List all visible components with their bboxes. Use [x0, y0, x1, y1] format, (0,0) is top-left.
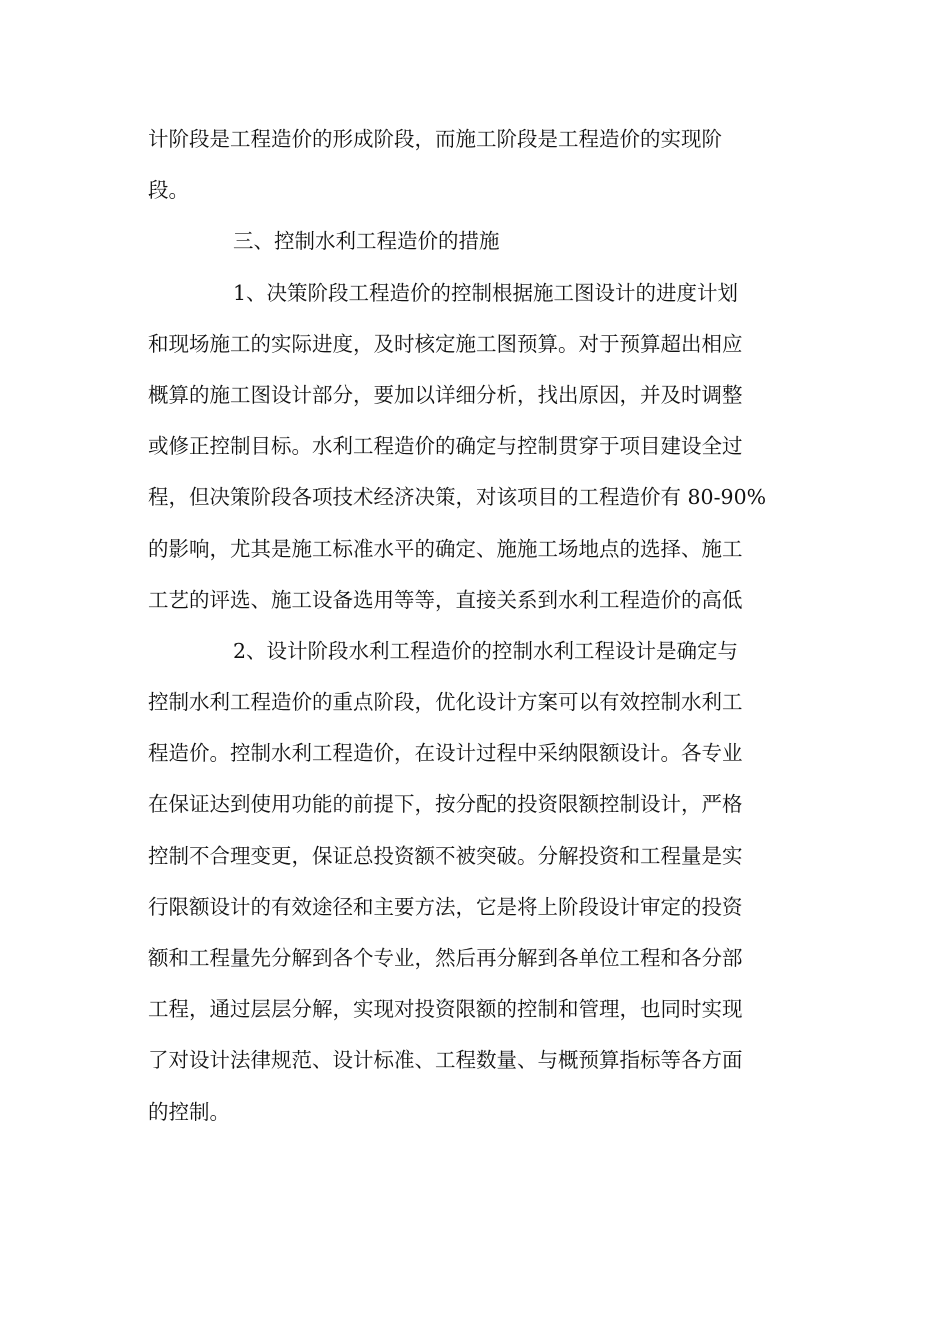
text-line: 计阶段是工程造价的形成阶段，而施工阶段是工程造价的实现阶	[148, 127, 722, 151]
text-line: 或修正控制目标。水利工程造价的确定与控制贯穿于项目建设全过	[148, 434, 743, 459]
text-line: 在保证达到使用功能的前提下，按分配的投资限额控制设计，严格	[148, 792, 743, 817]
text-line: 额和工程量先分解到各个专业，然后再分解到各单位工程和各分部	[148, 946, 743, 970]
section-heading: 三、控制水利工程造价的措施	[233, 229, 500, 254]
text-line: 控制不合理变更，保证总投资额不被突破。分解投资和工程量是实	[148, 843, 743, 868]
text-line: 工程，通过层层分解，实现对投资限额的控制和管理，也同时实现	[148, 997, 743, 1022]
text-line: 的控制。	[148, 1099, 230, 1124]
text-line: 和现场施工的实际进度，及时核定施工图预算。对于预算超出相应	[148, 331, 743, 356]
text-line: 程造价。控制水利工程造价，在设计过程中采纳限额设计。各专业	[148, 741, 743, 766]
text-line: 程，但决策阶段各项技术经济决策，对该项目的工程造价有 80-90%	[148, 485, 767, 510]
text-line: 段。	[148, 178, 189, 203]
subsection-heading: 2、设计阶段水利工程造价的控制水利工程设计是确定与	[233, 638, 739, 663]
text-line: 工艺的评选、施工设备选用等等，直接关系到水利工程造价的高低	[148, 587, 743, 612]
text-line: 概算的施工图设计部分，要加以详细分析，找出原因，并及时调整	[148, 382, 743, 407]
text-line: 行限额设计的有效途径和主要方法，它是将上阶段设计审定的投资	[148, 894, 743, 919]
document-body	[148, 118, 808, 1142]
text-line: 的影响，尤其是施工标准水平的确定、施施工场地点的选择、施工	[148, 536, 743, 561]
text-line: 控制水利工程造价的重点阶段，优化设计方案可以有效控制水利工	[148, 690, 743, 715]
subsection-heading: 1、决策阶段工程造价的控制根据施工图设计的进度计划	[233, 280, 739, 305]
text-line: 了对设计法律规范、设计标准、工程数量、与概预算指标等各方面	[148, 1048, 743, 1073]
